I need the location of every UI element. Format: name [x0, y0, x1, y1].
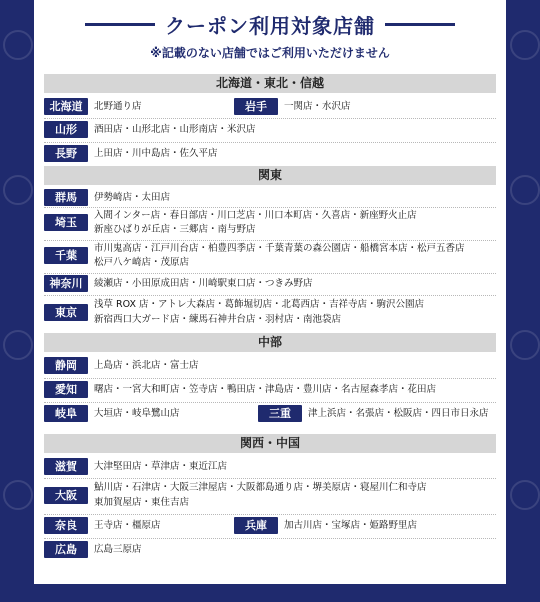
prefecture-row	[44, 514, 496, 539]
store-list-hyogo: 加古川店・宝塚店・姫路野里店	[284, 520, 418, 531]
prefecture-tag-saitama: 埼玉	[44, 214, 88, 231]
background-ornament	[510, 175, 540, 205]
prefecture-row	[44, 118, 496, 143]
store-list-yamagata: 酒田店・山形北店・山形南店・米沢店	[94, 124, 256, 135]
header	[34, 8, 506, 40]
background-ornament	[3, 480, 33, 510]
store-list-card	[34, 0, 506, 584]
prefecture-tag-yamagata: 山形	[44, 121, 88, 138]
prefecture-tag-tokyo: 東京	[44, 304, 88, 321]
store-list-mie: 津上浜店・名張店・松阪店・四日市日永店	[308, 408, 489, 419]
store-list-shizuoka: 上島店・浜北店・富士店	[94, 360, 199, 371]
background-ornament	[3, 330, 33, 360]
prefecture-tag-hiroshima: 広島	[44, 541, 88, 558]
prefecture-tag-shiga: 滋賀	[44, 458, 88, 475]
prefecture-row	[44, 378, 496, 403]
region-header-chubu: 中部	[44, 333, 496, 352]
prefecture-tag-shizuoka: 静岡	[44, 357, 88, 374]
prefecture-tag-kanagawa: 神奈川	[44, 275, 88, 292]
store-list-nagano: 上田店・川中島店・佐久平店	[94, 148, 218, 159]
background-ornament	[510, 480, 540, 510]
store-list-shiga: 大津堅田店・草津店・東近江店	[94, 461, 228, 472]
page-subtitle: ※記載のない店舗ではご利用いただけません	[150, 46, 390, 60]
store-list-gifu: 大垣店・岐阜鷺山店	[94, 408, 180, 419]
prefecture-row	[44, 273, 496, 296]
prefecture-row	[44, 455, 496, 479]
prefecture-tag-nara: 奈良	[44, 517, 88, 534]
title-rule-left	[85, 23, 155, 26]
prefecture-row	[44, 402, 496, 426]
page-title: クーポン利用対象店舗	[165, 13, 375, 38]
store-list-osaka-line1: 鮎川店・石津店・大阪三津屋店・大阪都島通り店・堺美原店・寝屋川仁和寺店	[94, 482, 427, 493]
prefecture-row	[44, 354, 496, 379]
prefecture-row	[44, 95, 496, 119]
prefecture-tag-hokkaido: 北海道	[44, 98, 88, 115]
store-list-nara: 王寺店・橿原店	[94, 520, 161, 531]
prefecture-tag-mie: 三重	[258, 405, 302, 422]
store-list-tokyo-line2: 新宿西口大ガード店・練馬石神井台店・羽村店・南池袋店	[94, 314, 342, 325]
prefecture-tag-osaka: 大阪	[44, 487, 88, 504]
store-list-saitama-line2: 新座ひばりが丘店・三郷店・南与野店	[94, 224, 256, 235]
prefecture-row	[44, 207, 496, 241]
prefecture-tag-chiba: 千葉	[44, 247, 88, 264]
background-ornament	[3, 175, 33, 205]
store-list-tokyo-line1: 浅草 ROX 店・アトレ大森店・葛飾堀切店・北葛西店・吉祥寺店・駒沢公園店	[94, 299, 425, 310]
prefecture-row	[44, 295, 496, 331]
store-list-kanagawa: 綾瀬店・小田原成田店・川崎駅東口店・つきみ野店	[94, 278, 313, 289]
store-list-aichi: 曙店・一宮大和町店・笠寺店・鴨田店・津島店・豊川店・名古屋森孝店・花田店	[94, 384, 437, 395]
background-ornament	[510, 30, 540, 60]
prefecture-row	[44, 187, 496, 208]
background-ornament	[3, 30, 33, 60]
store-list-gunma: 伊勢崎店・太田店	[94, 192, 171, 203]
store-list-chiba-line2: 松戸八ケ崎店・茂原店	[94, 257, 190, 268]
prefecture-tag-nagano: 長野	[44, 145, 88, 162]
region-header-kansai-chugoku: 関西・中国	[44, 434, 496, 453]
store-list-hokkaido: 北野通り店	[94, 101, 142, 112]
store-list-iwate: 一関店・水沢店	[284, 101, 351, 112]
prefecture-row	[44, 240, 496, 274]
prefecture-row	[44, 478, 496, 515]
prefecture-tag-gifu: 岐阜	[44, 405, 88, 422]
store-list-hiroshima: 広島三原店	[94, 544, 142, 555]
title-rule-right	[385, 23, 455, 26]
prefecture-tag-hyogo: 兵庫	[234, 517, 278, 534]
store-list-saitama-line1: 入間インター店・春日部店・川口芝店・川口本町店・久喜店・新座野火止店	[94, 210, 417, 221]
prefecture-row	[44, 538, 496, 562]
prefecture-row	[44, 142, 496, 164]
prefecture-tag-aichi: 愛知	[44, 381, 88, 398]
store-list-osaka-line2: 東加賀屋店・東住吉店	[94, 497, 190, 508]
prefecture-tag-iwate: 岩手	[234, 98, 278, 115]
background-ornament	[510, 330, 540, 360]
region-header-kanto: 関東	[44, 166, 496, 185]
prefecture-tag-gunma: 群馬	[44, 189, 88, 206]
store-list-chiba-line1: 市川鬼高店・江戸川台店・柏豊四季店・千葉青葉の森公園店・船橋宮本店・松戸五香店	[94, 243, 465, 254]
region-header-hokkaido-tohoku-shinetsu: 北海道・東北・信越	[44, 74, 496, 93]
